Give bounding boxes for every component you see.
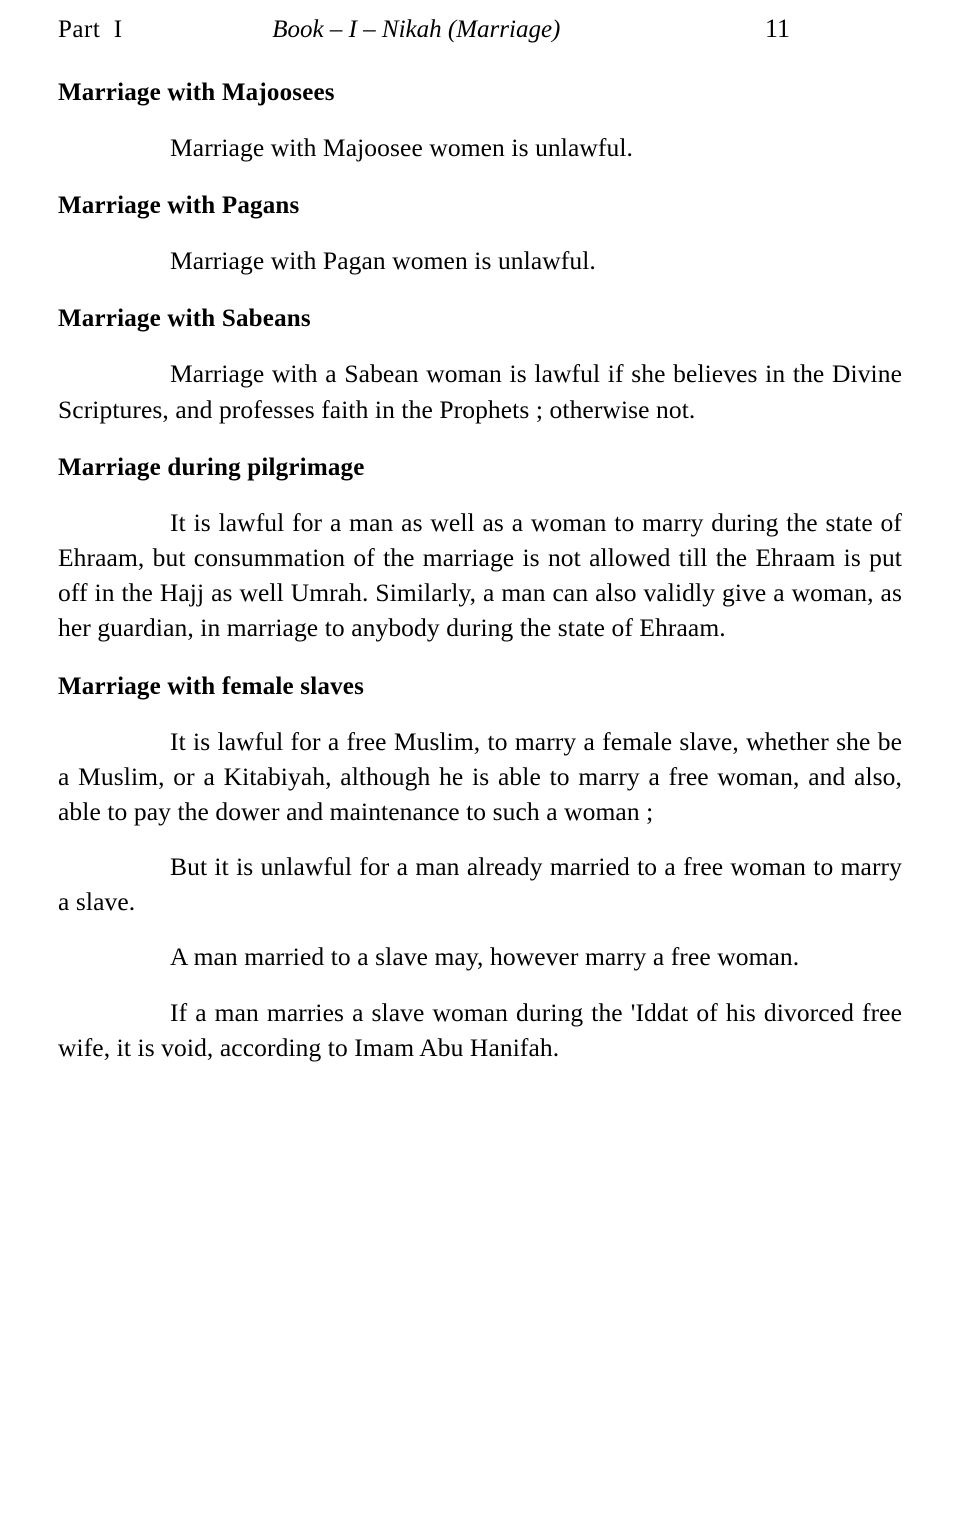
section-heading: Marriage with Sabeans (58, 305, 311, 333)
running-head-part: Part I (58, 16, 123, 43)
section-paragraph: A man married to a slave may, however marry a free woman. (170, 942, 800, 972)
section-pagans (58, 191, 902, 278)
section-paragraph: It is lawful for a free Muslim, to marry a female slave, whether she be a Muslim, or a Kitabiyah, although he is able to marry a free woman, and also, able to pay the dower and maintenance to such a woman ; (58, 726, 902, 826)
section-majoosees (58, 78, 902, 165)
section-heading: Marriage with Pagans (58, 192, 300, 220)
section-paragraph: If a man marries a slave woman during the 'Iddat of his divorced free wife, it is void, according to Imam Abu Hanifah. (58, 997, 902, 1062)
section-heading: Marriage during pilgrimage (58, 453, 365, 481)
running-head (58, 14, 902, 48)
section-heading: Marriage with Majoosees (58, 79, 335, 106)
section-pilgrimage (58, 453, 902, 646)
running-head-book-title: Book – I – Nikah (Marriage) (272, 16, 561, 43)
section-paragraph: It is lawful for a man as well as a woman to marry during the state of Ehraam, but consummation of the marriage is not allowed till the Ehraam is put off in the Hajj as well Umrah. Similarly, a man can also validly give a woman, as her guardian, in marriage to anybody during the state of Ehraam. (58, 507, 902, 643)
section-paragraph: Marriage with a Sabean woman is lawful if she believes in the Divine Scriptures, and professes faith in the Prophets ; otherwise not. (58, 359, 902, 424)
section-paragraph: Marriage with Majoosee women is unlawful. (170, 133, 633, 162)
page-number: 11 (764, 14, 790, 43)
section-paragraph: Marriage with Pagan women is unlawful. (170, 246, 596, 276)
section-heading: Marriage with female slaves (58, 672, 364, 700)
section-paragraph: But it is unlawful for a man already married to a free woman to marry a slave. (58, 852, 902, 917)
section-female-slaves (58, 672, 902, 1066)
section-sabeans (58, 304, 902, 426)
